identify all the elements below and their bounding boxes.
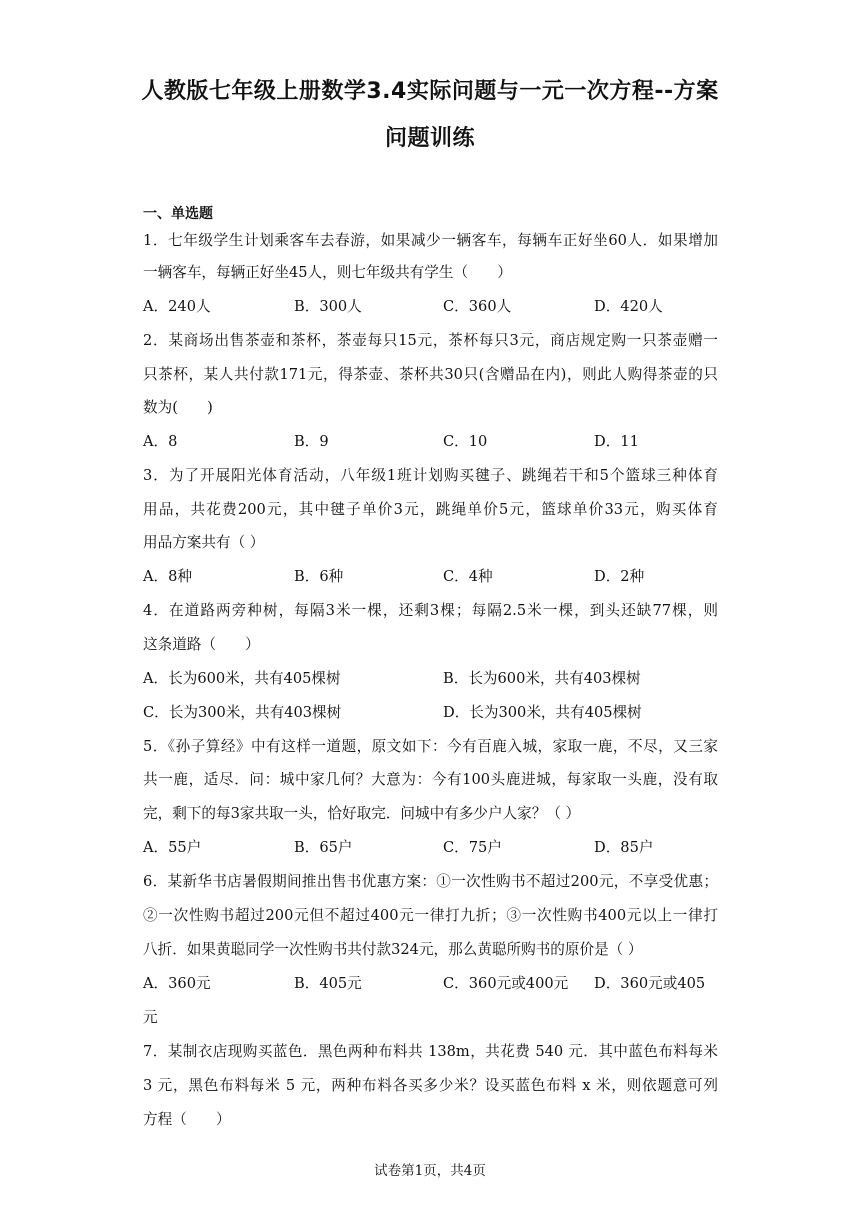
option-c: C．360元或400元 [443, 975, 569, 992]
question-1-options [143, 297, 718, 317]
option-b: B．6种 [294, 568, 344, 585]
question-4-options-row-1 [143, 669, 718, 689]
question-1-line-1: 1．七年级学生计划乘客车去春游，如果减少一辆客车，每辆车正好坐60人．如果增加 [143, 232, 718, 249]
question-5-line-2: 共一鹿，适尽．问：城中家几何？大意为：今有100头鹿进城，每家取一头鹿，没有取 [143, 771, 718, 788]
option-d: D．420人 [594, 298, 663, 315]
option-d: D．2种 [594, 568, 645, 585]
option-b: B．405元 [294, 975, 362, 992]
question-6-line-3: 八折．如果黄聪同学一次性购书共付款324元，那么黄聪所购书的原价是（ ） [143, 941, 643, 958]
question-4-options-row-2 [143, 703, 718, 723]
option-a: A．8种 [143, 568, 193, 585]
option-c: C．75户 [443, 839, 502, 856]
question-6-line-2: ②一次性购书超过200元但不超过400元一律打九折；③一次性购书400元以上一律打 [143, 907, 718, 924]
option-c: C．长为300米，共有403棵树 [143, 704, 342, 721]
option-c: C．10 [443, 433, 488, 450]
question-7-line-3: 方程（ ） [143, 1111, 231, 1128]
question-3-line-1: 3．为了开展阳光体育活动，八年级1班计划购买毽子、跳绳若干和5个篮球三种体育 [143, 467, 718, 484]
option-d: D．360元或405 [594, 975, 706, 992]
option-a: A．240人 [143, 298, 211, 315]
page-title-line2: 问题训练 [384, 126, 475, 151]
question-4-line-2: 这条道路（ ） [143, 636, 260, 653]
question-7-line-1: 7．某制衣店现购买蓝色．黑色两种布料共 138m，共花费 540 元．其中蓝色布料每米 [143, 1043, 718, 1060]
question-6-option-overflow: 元 [143, 1009, 158, 1026]
question-2-line-2: 只茶杯，某人共付款171元，得茶壶、茶杯共30只(含赠品在内)，则此人购得茶壶的只 [143, 366, 718, 383]
page-footer: 试卷第1页，共4页 [374, 1163, 486, 1179]
question-1-line-2: 一辆客车，每辆正好坐45人，则七年级共有学生（ ） [143, 264, 512, 281]
question-4-line-1: 4．在道路两旁种树，每隔3米一棵，还剩3棵；每隔2.5米一棵，到头还缺77棵，则 [143, 602, 718, 619]
section-heading: 一、单选题 [143, 206, 213, 222]
question-3-line-2: 用品，共花费200元，其中毽子单价3元，跳绳单价5元，篮球单价33元，购买体育 [143, 501, 718, 518]
option-b: B．长为600米，共有403棵树 [443, 670, 641, 687]
option-d: D．长为300米，共有405棵树 [443, 704, 642, 721]
option-d: D．85户 [594, 839, 654, 856]
question-5-line-1: 5．《孙子算经》中有这样一道题，原文如下：今有百鹿入城，家取一鹿，不尽，又三家 [143, 738, 718, 755]
option-a: A．55户 [143, 839, 202, 856]
option-a: A．360元 [143, 975, 211, 992]
option-b: B．65户 [294, 839, 353, 856]
option-c: C．360人 [443, 298, 512, 315]
question-3-line-3: 用品方案共有（ ） [143, 534, 265, 551]
option-d: D．11 [594, 433, 639, 450]
option-b: B．9 [294, 433, 329, 450]
question-3-options [143, 567, 718, 587]
question-6-line-1: 6．某新华书店暑假期间推出售书优惠方案：①一次性购书不超过200元，不享受优惠； [143, 873, 718, 890]
question-2-line-3: 数为( ) [143, 399, 213, 416]
page-title-line1: 人教版七年级上册数学3.4实际问题与一元一次方程--方案 [141, 79, 719, 104]
question-5-line-3: 完，剩下的每3家共取一头，恰好取完．问城中有多少户人家？（ ） [143, 805, 581, 822]
option-c: C．4种 [443, 568, 493, 585]
option-a: A．长为600米，共有405棵树 [143, 670, 341, 687]
question-2-options [143, 432, 718, 452]
question-7-line-2: 3 元，黑色布料每米 5 元，两种布料各买多少米？设买蓝色布料 x 米，则依题意可列 [143, 1077, 718, 1094]
question-5-options [143, 838, 718, 858]
question-6-options [143, 974, 718, 994]
option-b: B．300人 [294, 298, 362, 315]
option-a: A．8 [143, 433, 178, 450]
question-2-line-1: 2．某商场出售茶壶和茶杯，茶壶每只15元，茶杯每只3元，商店规定购一只茶壶赠一 [143, 332, 718, 349]
